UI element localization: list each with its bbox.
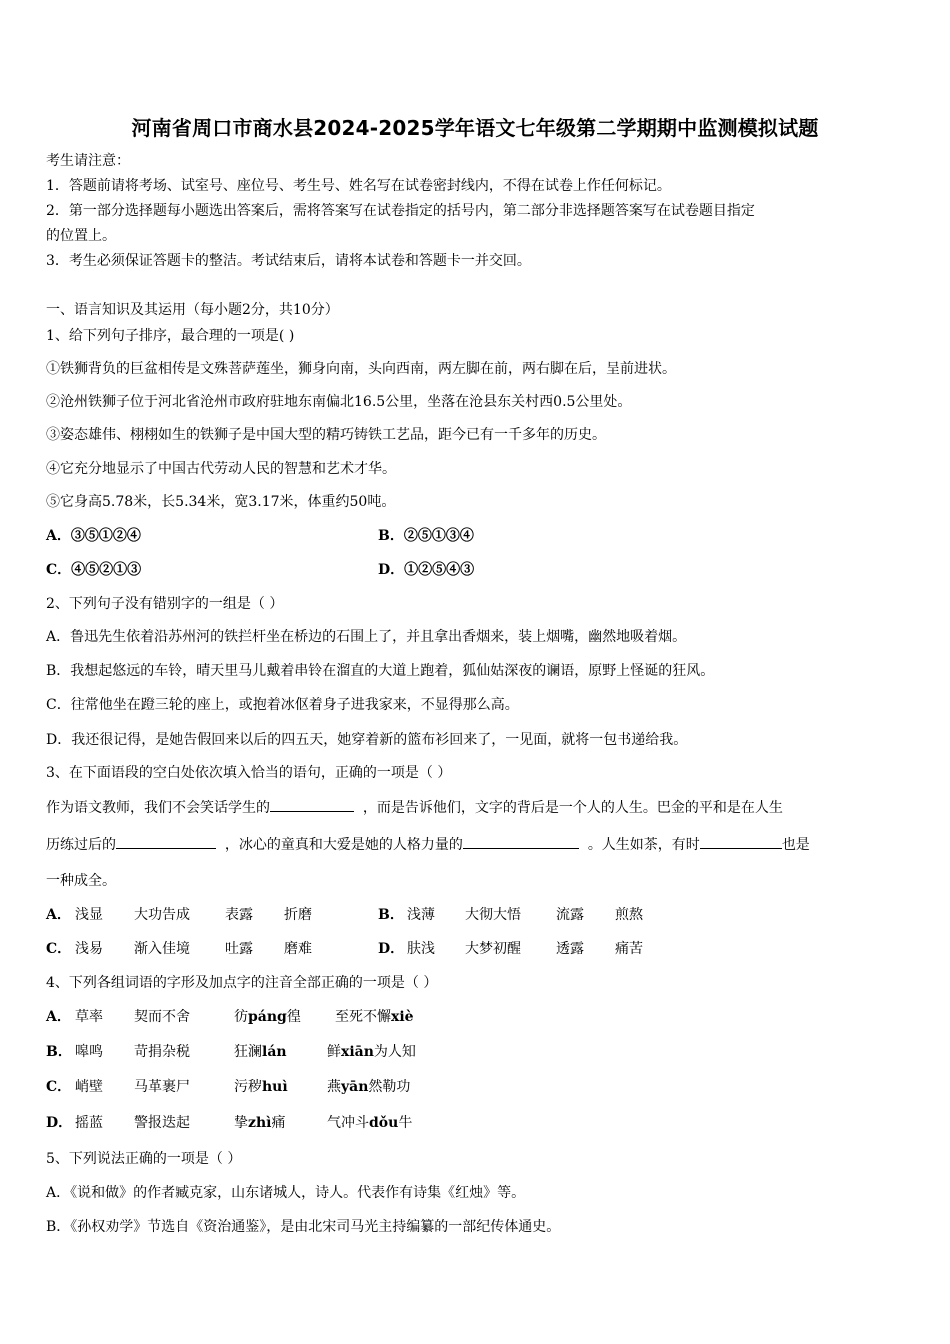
notice-item: 3．考生必须保证答题卡的整洁。考试结束后，请将本试卷和答题卡一并交回。 xyxy=(46,253,531,269)
option-word: 马革裹尸 xyxy=(134,1079,190,1095)
sentence-5: ⑤它身高5.78米，长5.34米，宽3.17米，体重约50吨。 xyxy=(46,494,396,510)
q3-option-c[interactable] xyxy=(46,939,312,959)
question-5-stem: 5、下列说法正确的一项是（ ） xyxy=(46,1151,242,1167)
q1-option-d[interactable]: D．①②⑤④③ xyxy=(378,562,475,578)
option-word: 草率 xyxy=(75,1009,103,1025)
answer-blank[interactable] xyxy=(700,834,782,849)
q1-option-a[interactable]: A．③⑤①②④ xyxy=(46,528,141,544)
option-label: C． xyxy=(46,1079,72,1095)
q4-option-a[interactable] xyxy=(46,1007,414,1027)
passage-text: ，冰心的童真和大爱是她的人格力量的 xyxy=(224,837,463,853)
option-word: 摇蓝 xyxy=(75,1115,103,1131)
option-word: 流露 xyxy=(556,907,584,923)
option-word: 苛捐杂税 xyxy=(134,1044,190,1060)
passage-text: ，而是告诉他们，文字的背后是一个人的人生。巴金的平和是在人生 xyxy=(362,800,783,816)
option-label: B． xyxy=(378,907,404,923)
q1-option-c[interactable]: C．④⑤②①③ xyxy=(46,562,142,578)
q2-option-a[interactable]: A．鲁迅先生依着沿苏州河的铁拦杆坐在桥边的石围上了，并且拿出香烟来，装上烟嘴，幽然地吸着烟。 xyxy=(46,629,687,645)
page-title: 河南省周口市商水县2024-2025学年语文七年级第二学期期中监测模拟试题 xyxy=(131,116,819,140)
question-3-stem: 3、在下面语段的空白处依次填入恰当的语句，正确的一项是（ ） xyxy=(46,765,452,781)
q2-option-c[interactable]: C．往常他坐在蹬三轮的座上，或抱着冰伛着身子进我家来，不显得那么高。 xyxy=(46,697,519,713)
question-4-stem: 4、下列各组词语的字形及加点字的注音全部正确的一项是（ ） xyxy=(46,975,438,991)
option-word: 彷páng徨 xyxy=(234,1009,301,1025)
option-word: 磨难 xyxy=(284,941,312,957)
sentence-3: ③姿态雄伟、栩栩如生的铁狮子是中国大型的精巧铸铁工艺品，距今已有一千多年的历史。 xyxy=(46,427,606,443)
q5-option-a[interactable]: A．《说和做》的作者臧克家，山东诸城人，诗人。代表作有诗集《红烛》等。 xyxy=(46,1185,526,1201)
option-word: 浅易 xyxy=(75,941,103,957)
option-word: 挚zhì痛 xyxy=(234,1115,286,1131)
option-label: A． xyxy=(46,907,71,923)
q1-option-b[interactable]: B．②⑤①③④ xyxy=(378,528,474,544)
option-word: 表露 xyxy=(225,907,253,923)
option-word: 浅薄 xyxy=(407,907,435,923)
option-label: A． xyxy=(46,1009,71,1025)
notice-item: 的位置上。 xyxy=(46,228,116,244)
q3-option-b[interactable] xyxy=(378,905,643,925)
option-word: 折磨 xyxy=(284,907,312,923)
option-word: 鲜xiān为人知 xyxy=(327,1044,416,1060)
passage-line-2 xyxy=(46,834,810,855)
passage-line-1 xyxy=(46,797,783,818)
option-word: 至死不懈xiè xyxy=(335,1009,414,1025)
option-word: 契而不舍 xyxy=(134,1009,190,1025)
option-label: D． xyxy=(378,941,405,957)
q3-option-d[interactable] xyxy=(378,939,643,959)
option-label: C． xyxy=(46,941,72,957)
q4-option-c[interactable] xyxy=(46,1077,410,1097)
option-word: 燕yān然勒功 xyxy=(327,1079,411,1095)
option-label: D． xyxy=(46,1115,73,1131)
option-word: 气冲斗dǒu牛 xyxy=(327,1115,413,1131)
option-word: 透露 xyxy=(556,941,584,957)
option-word: 狂澜lán xyxy=(234,1044,287,1060)
sentence-2: ②沧州铁狮子位于河北省沧州市政府驻地东南偏北16.5公里，坐落在沧县东关村西0.5公里处。 xyxy=(46,394,632,410)
q4-option-b[interactable] xyxy=(46,1042,416,1062)
option-word: 大梦初醒 xyxy=(465,941,521,957)
q2-option-b[interactable]: B．我想起悠远的车铃，晴天里马儿戴着串铃在溜直的大道上跑着，狐仙姑深夜的谰语，原野上怪诞的狂风。 xyxy=(46,663,715,679)
answer-blank[interactable] xyxy=(270,797,354,812)
passage-text: 。人生如茶，有时 xyxy=(587,837,700,853)
sentence-1: ①铁狮背负的巨盆相传是文殊菩萨莲坐，狮身向南，头向西南，两左脚在前，两右脚在后，呈前进状。 xyxy=(46,361,676,377)
option-word: 渐入佳境 xyxy=(134,941,190,957)
option-word: 嗥鸣 xyxy=(75,1044,103,1060)
answer-blank[interactable] xyxy=(463,834,579,849)
option-word: 浅显 xyxy=(75,907,103,923)
passage-text: 作为语文教师，我们不会笑话学生的 xyxy=(46,800,270,816)
section-heading: 一、语言知识及其运用（每小题2分，共10分） xyxy=(46,302,339,318)
option-word: 吐露 xyxy=(225,941,253,957)
notice-item: 1．答题前请将考场、试室号、座位号、考生号、姓名写在试卷密封线内，不得在试卷上作任何标记。 xyxy=(46,178,671,194)
notice-item: 2．第一部分选择题每小题选出答案后，需将答案写在试卷指定的括号内，第二部分非选择题答案写在试卷题目指定 xyxy=(46,203,755,219)
option-word: 污秽huì xyxy=(234,1079,288,1095)
q4-option-d[interactable] xyxy=(46,1113,412,1133)
option-word: 警报迭起 xyxy=(134,1115,190,1131)
question-2-stem: 2、下列句子没有错别字的一组是（ ） xyxy=(46,596,284,612)
option-word: 大功告成 xyxy=(134,907,190,923)
passage-text: 历练过后的 xyxy=(46,837,116,853)
option-word: 肤浅 xyxy=(407,941,435,957)
q3-option-a[interactable] xyxy=(46,905,312,925)
option-word: 大彻大悟 xyxy=(465,907,521,923)
option-word: 峭壁 xyxy=(75,1079,103,1095)
sentence-4: ④它充分地显示了中国古代劳动人民的智慧和艺术才华。 xyxy=(46,461,396,477)
notice-heading: 考生请注意： xyxy=(46,153,130,169)
option-word: 煎熬 xyxy=(615,907,643,923)
option-word: 痛苦 xyxy=(615,941,643,957)
answer-blank[interactable] xyxy=(116,834,216,849)
passage-line-3: 一种成全。 xyxy=(46,873,116,889)
q2-option-d[interactable]: D．我还很记得，是她告假回来以后的四五天，她穿着新的篮布衫回来了，一见面，就将一包书递给我。 xyxy=(46,732,688,748)
passage-text: 也是 xyxy=(781,837,810,853)
option-label: B． xyxy=(46,1044,72,1060)
question-1-stem: 1、给下列句子排序，最合理的一项是( ) xyxy=(46,328,295,344)
q5-option-b[interactable]: B．《孙权劝学》节选自《资治通鉴》，是由北宋司马光主持编纂的一部纪传体通史。 xyxy=(46,1219,561,1235)
